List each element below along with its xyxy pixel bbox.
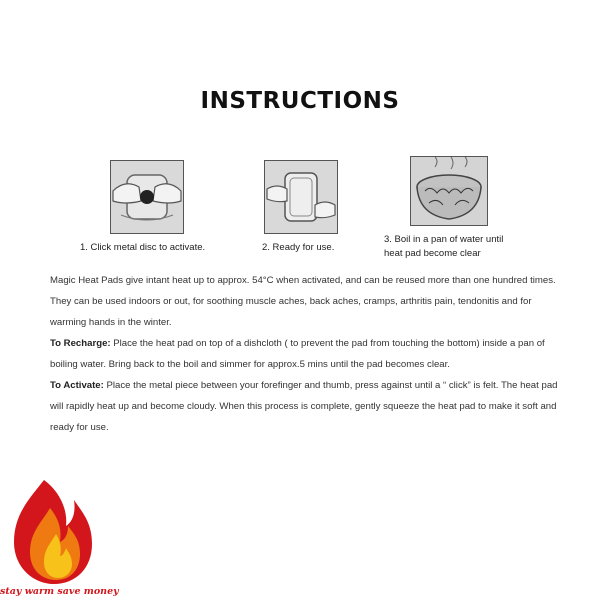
- instructions-body: [50, 270, 560, 438]
- flame-logo-icon: [10, 478, 96, 591]
- step-2: [262, 160, 338, 253]
- activate-text: Place the metal piece between your forefinger and thumb, press against until a “ click” is felt. The heat pad will rapidly heat up and become cloudy. When this process is complete, gently squeeze the heat pad to make it soft and ready for use.: [50, 380, 558, 433]
- step-3-caption-line1: 3. Boil in a pan of water until: [384, 234, 504, 245]
- step-1-caption: 1. Click metal disc to activate.: [80, 242, 206, 253]
- activate-paragraph: [50, 375, 560, 438]
- hands-holding-pad-illustration: [264, 160, 338, 234]
- step-3: [384, 156, 504, 259]
- activate-label: To Activate:: [50, 380, 104, 391]
- hands-clicking-disc-illustration: [110, 160, 184, 234]
- step-3-caption-line2: heat pad become clear: [384, 248, 481, 259]
- recharge-label: To Recharge:: [50, 338, 111, 349]
- recharge-paragraph: [50, 333, 560, 375]
- recharge-text: Place the heat pad on top of a dishcloth ( to prevent the pad from touching the bottom) inside a pan of boiling water. Bring back to the boil and simmer for approx.5 mins until the pad becomes clear.: [50, 338, 545, 370]
- page-title: INSTRUCTIONS: [200, 88, 400, 114]
- logo-tagline: stay warm save money: [0, 586, 119, 597]
- step-1: [80, 160, 206, 253]
- intro-paragraph: Magic Heat Pads give intant heat up to approx. 54°C when activated, and can be reused more than one hundred times. They can be used indoors or out, for soothing muscle aches, back aches, cramps, arthritis pain, tendonitis and for warming hands in the winter.: [50, 275, 556, 328]
- pan-of-boiling-water-illustration: [410, 156, 488, 226]
- step-2-caption: 2. Ready for use.: [262, 242, 335, 253]
